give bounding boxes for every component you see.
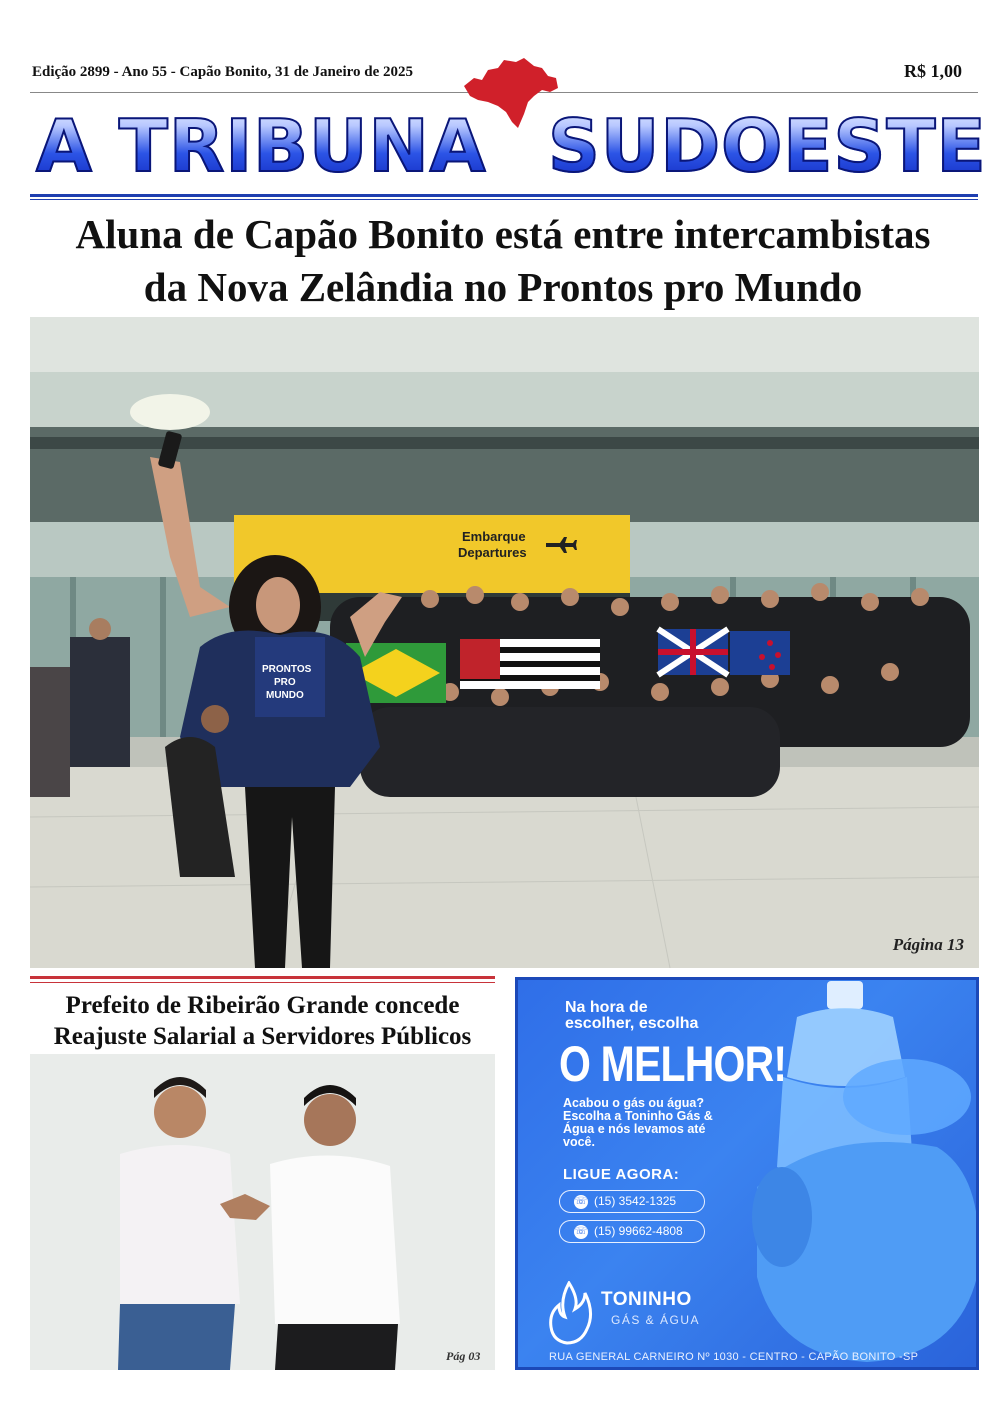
lead-headline-line2: da Nova Zelândia no Prontos pro Mundo [143, 264, 863, 310]
ad-body-text: Acabou o gás ou água? Escolha a Toninho Gás & Água e nós levamos até você. [563, 1096, 713, 1149]
ad-brand-subtitle: GÁS & ÁGUA [611, 1313, 701, 1327]
airport-scene [30, 317, 979, 968]
section-divider-red [30, 976, 495, 979]
ad-headline: O MELHOR! [559, 1036, 787, 1092]
second-story-title-line2: Reajuste Salarial a Servidores Públicos [53, 1023, 472, 1050]
lead-photo [30, 317, 979, 968]
lead-page-ref: Página 13 [892, 935, 964, 954]
ad-phone-1-number: (15) 3542-1325 [594, 1194, 677, 1208]
second-page-ref: Pág 03 [446, 1349, 481, 1363]
sign-embarque: Embarque [462, 529, 526, 544]
ad-call-label: LIGUE AGORA: [563, 1166, 680, 1183]
section-divider-red-thin [30, 982, 495, 983]
edition-info: Edição 2899 - Ano 55 - Capão Bonito, 31 de Janeiro de 2025 [32, 64, 413, 80]
masthead-title-left: A TRIBUNA [36, 100, 486, 192]
lead-headline-line1: Aluna de Capão Bonito está entre intercambistas [75, 211, 931, 257]
phone-icon: ☏ [574, 1195, 588, 1207]
ad-address: RUA GENERAL CARNEIRO Nº 1030 - CENTRO - CAPÃO BONITO -SP [549, 1351, 919, 1363]
ad-phone-2-number: (15) 99662-4808 [594, 1224, 683, 1238]
svg-text:PRO: PRO [274, 677, 296, 688]
ad-border [515, 977, 979, 1370]
svg-text:MUNDO: MUNDO [266, 690, 304, 701]
masthead-divider [30, 194, 978, 197]
phone-icon: ☏ [574, 1225, 588, 1237]
ad-brand-name: TONINHO [601, 1289, 692, 1310]
second-story-title [30, 990, 495, 1052]
handshake-photo [30, 1054, 495, 1370]
svg-text:PRONTOS: PRONTOS [262, 664, 312, 675]
lead-headline [20, 208, 986, 314]
masthead-title-right: SUDOESTE [548, 100, 987, 192]
handshake-scene [30, 1054, 495, 1370]
ad-tagline-2: escolher, escolha [565, 1015, 699, 1032]
masthead-divider-thin [30, 199, 978, 200]
price: R$ 1,00 [904, 61, 962, 81]
second-story-title-line1: Prefeito de Ribeirão Grande concede [65, 992, 460, 1019]
ad-tagline-1: Na hora de [565, 999, 648, 1016]
sign-departures: Departures [458, 545, 527, 560]
ad-toninho [515, 977, 979, 1370]
